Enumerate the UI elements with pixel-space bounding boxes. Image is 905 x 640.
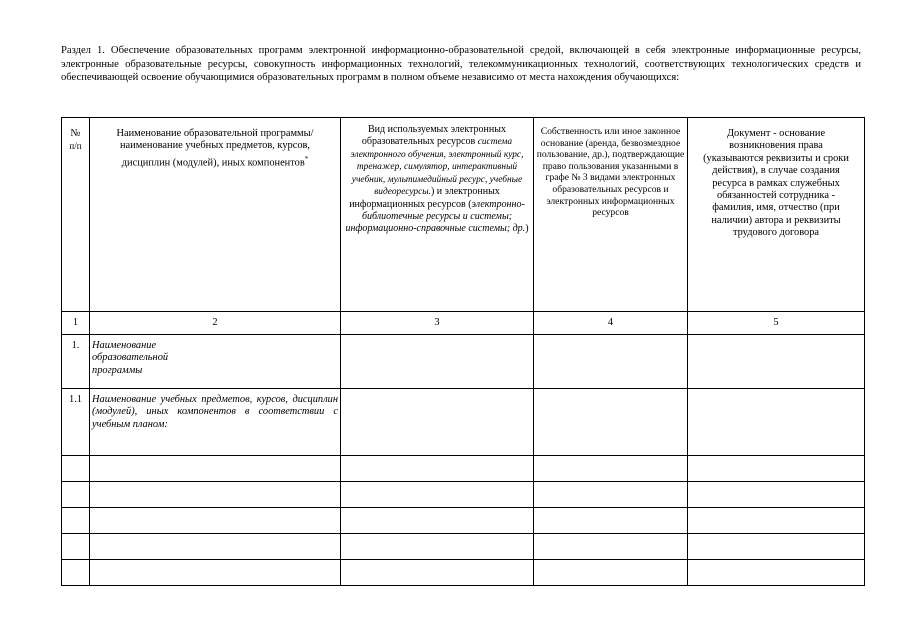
table-cell[interactable] (90, 482, 341, 508)
header-resource-type-conj: ) и электронных информационных ресурсов ( (349, 186, 500, 210)
table-cell[interactable] (62, 456, 90, 482)
program-row-name (90, 335, 341, 389)
table-cell[interactable] (688, 508, 865, 534)
program-row-name-text: Наименование образовательной программы (92, 340, 169, 376)
header-info-resource-examples: электронно-библиотечные ресурсы и системы; информационно-справочные системы; др. (345, 198, 526, 234)
column-number-row (62, 312, 865, 335)
table-cell[interactable] (62, 534, 90, 560)
table-cell[interactable] (688, 456, 865, 482)
subjects-row-cell-3[interactable] (341, 389, 534, 456)
table-row (62, 482, 865, 508)
table-cell[interactable] (341, 560, 534, 586)
resources-table (61, 117, 865, 586)
subjects-row-number: 1.1 (62, 389, 90, 456)
table-cell[interactable] (341, 508, 534, 534)
table-cell[interactable] (534, 508, 688, 534)
section-intro-text: Раздел 1. Обеспечение образовательных программ электронной информационно-образовательной средой, включающей в себя электронные информационные ресурсы, электронные образовательные ресурсы, совокупность информационных технологий, телекоммуникационных технологий, соответствующих технологических средств и обеспечивающей освоение обучающимися образовательных программ в полном объеме независимо от места нахождения обучающихся: (61, 45, 861, 83)
table-row (62, 560, 865, 586)
table-cell[interactable] (341, 456, 534, 482)
subjects-row-name (90, 389, 341, 456)
subjects-row-cell-5[interactable] (688, 389, 865, 456)
table-cell[interactable] (688, 534, 865, 560)
table-cell[interactable] (688, 560, 865, 586)
table-cell[interactable] (90, 560, 341, 586)
header-row (62, 118, 865, 312)
header-resource-type-text: Вид используемых электронных образовательных ресурсов (361, 124, 506, 147)
table-cell[interactable] (62, 508, 90, 534)
header-program-name-text: Наименование образовательной программы/ наименование учебных предметов, курсов, дисциплин (модулей), иных компонентов (116, 128, 314, 169)
program-row-cell-5[interactable] (688, 335, 865, 389)
header-program-name-mark: * (304, 154, 309, 163)
table-row (62, 534, 865, 560)
header-resource-type-examples: система электронного обучения, электронный курс, тренажер, симулятор, интерактивный учебник, мультимедийный ресурс, учебные видеоресурсы. (350, 136, 524, 198)
table-cell[interactable] (62, 560, 90, 586)
table-cell[interactable] (341, 482, 534, 508)
header-ownership: Собственность или иное законное основание (аренда, безвозмездное пользование, др.), подтверждающие право пользования указанными в графе № 3 видами электронных образовательных ресурсов и электронных информационных ресурсов (534, 118, 688, 312)
table-cell[interactable] (90, 456, 341, 482)
program-row-cell-3[interactable] (341, 335, 534, 389)
table-cell[interactable] (534, 560, 688, 586)
subjects-row-cell-4[interactable] (534, 389, 688, 456)
program-row-cell-4[interactable] (534, 335, 688, 389)
header-resource-type (341, 118, 534, 312)
table-cell[interactable] (534, 534, 688, 560)
table-cell[interactable] (534, 456, 688, 482)
program-row-number: 1. (62, 335, 90, 389)
column-number-2: 2 (90, 312, 341, 335)
header-number (62, 118, 90, 312)
column-number-4: 4 (534, 312, 688, 335)
header-number-abbrev: п/п (69, 141, 82, 152)
table-cell[interactable] (62, 482, 90, 508)
column-number-5: 5 (688, 312, 865, 335)
table-row (62, 456, 865, 482)
program-row (62, 335, 865, 389)
column-number-3: 3 (341, 312, 534, 335)
header-program-name (90, 118, 341, 312)
table-row (62, 508, 865, 534)
subjects-row (62, 389, 865, 456)
header-resource-type-close: ) (525, 222, 529, 234)
table-cell[interactable] (90, 508, 341, 534)
header-number-symbol: № (70, 128, 81, 139)
column-number-1: 1 (62, 312, 90, 335)
table-cell[interactable] (534, 482, 688, 508)
header-document-basis: Документ - основание возникновения права (указываются реквизиты и сроки действия), в случае создания ресурса в рамках служебных обязанностей сотрудника - фамилия, имя, отчество (при наличии) автора и реквизиты трудового договора (688, 118, 865, 312)
table-cell[interactable] (341, 534, 534, 560)
table-cell[interactable] (688, 482, 865, 508)
subjects-row-name-text: Наименование учебных предметов, курсов, дисциплин (модулей), иных компонентов в соответствии с учебным планом: (92, 394, 338, 430)
table-cell[interactable] (90, 534, 341, 560)
